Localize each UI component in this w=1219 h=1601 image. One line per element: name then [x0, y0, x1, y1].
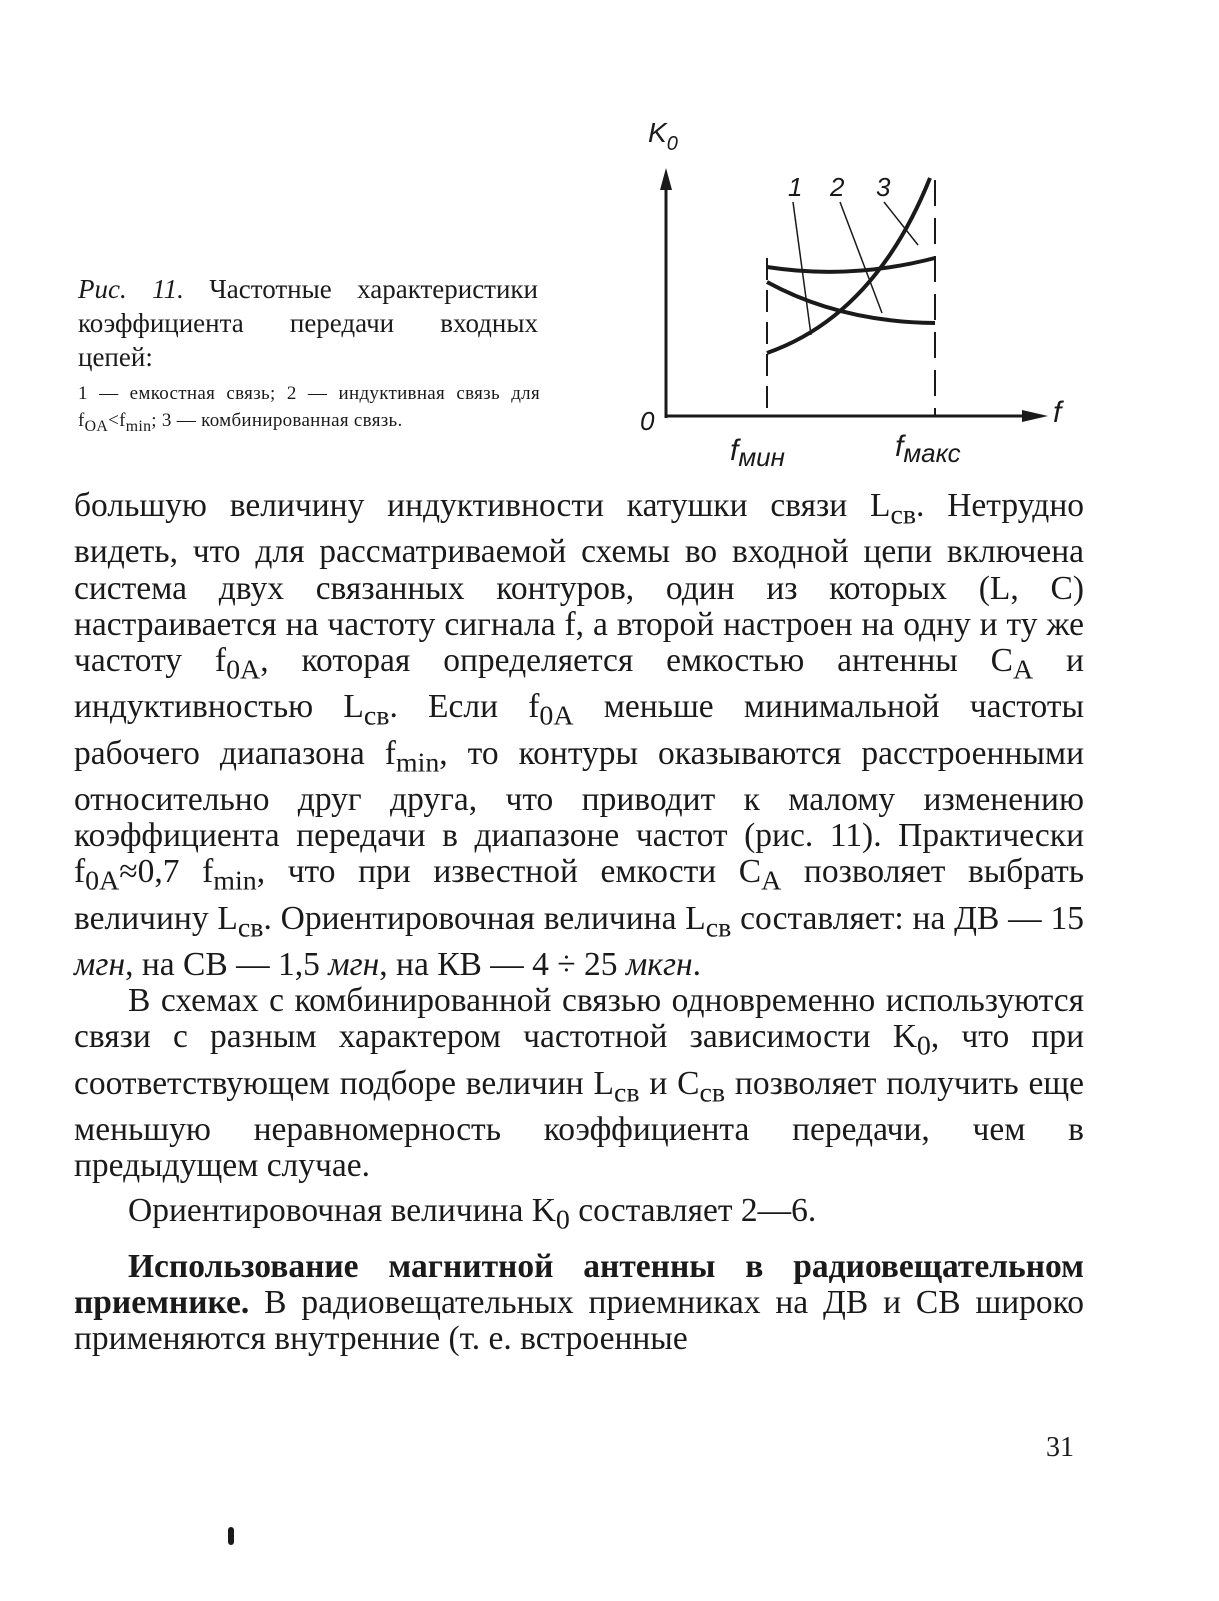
- unit: мгн: [328, 945, 380, 983]
- subscript: св: [613, 1077, 640, 1109]
- text: большую величину индуктивности катушки связи L: [74, 487, 891, 524]
- body-text: [74, 488, 1084, 1358]
- subscript: св: [705, 912, 732, 944]
- figure-caption: [78, 272, 538, 374]
- unit: мкгн: [625, 945, 693, 983]
- text: меньше минимальной частоты рабочего диапазона f: [74, 688, 1084, 772]
- figure-caption-title: Частотные характеристики коэффициента передачи входных цепей:: [78, 274, 538, 372]
- legend-item-3: ; 3 — комбинированная связь.: [151, 410, 403, 431]
- text: .: [692, 945, 702, 983]
- text: , на СВ — 1,5: [125, 945, 329, 983]
- subscript: св: [890, 499, 917, 531]
- text: составляет: на ДВ — 15: [731, 899, 1084, 937]
- subscript: 0: [916, 1031, 931, 1063]
- paragraph-2: [74, 983, 1084, 1184]
- subscript: A: [1013, 655, 1034, 686]
- legend-sub: OA: [84, 417, 109, 435]
- legend-item-1: 1 — емкостная связь;: [78, 383, 276, 404]
- subscript: 0A: [539, 701, 574, 733]
- legend-sub: min: [125, 417, 152, 435]
- text: , на КВ — 4 ÷ 25: [379, 945, 626, 983]
- curve-label-3: 3: [876, 172, 891, 202]
- y-axis-label: $K_0$: [648, 117, 678, 155]
- text: , что при соответствующем подборе величин L: [74, 1018, 1084, 1102]
- paragraph-3: [74, 1193, 1084, 1239]
- subscript: min: [213, 866, 257, 898]
- scan-mark: [228, 1527, 234, 1545]
- subscript: 0A: [85, 866, 120, 898]
- text: позволяет получить еще меньшую неравномерность коэффициента передачи, чем в предыдущем случае.: [74, 1064, 1084, 1184]
- text: , которая определяется емкостью антенны C: [260, 642, 1014, 680]
- text: . Ориентировочная величина L: [263, 899, 706, 937]
- curve-1-capacitive: [767, 258, 935, 272]
- legend-item-2: 2 — индуктивная связь для f: [78, 383, 540, 431]
- paragraph-4: [74, 1249, 1084, 1358]
- paragraph-1: [74, 488, 1084, 983]
- figure-legend: [78, 380, 540, 440]
- section-heading: Использование магнитной антенны в радиовещательном приемнике.: [74, 1247, 1084, 1321]
- figure-caption-lead: Рис. 11.: [78, 274, 184, 304]
- subscript: A: [761, 866, 782, 898]
- subscript: min: [395, 747, 440, 779]
- text: позволяет выбрать величину L: [74, 853, 1084, 937]
- x-axis-arrow: [1022, 410, 1048, 422]
- text: и индуктивностью L: [74, 642, 1084, 726]
- subscript: св: [363, 701, 390, 733]
- subscript: св: [237, 912, 264, 944]
- text: . Если f: [389, 688, 540, 726]
- y-axis-arrow: [660, 168, 672, 190]
- origin-label: 0: [640, 406, 655, 436]
- page-number: 31: [1046, 1432, 1074, 1463]
- fmin-label: fмин: [730, 434, 785, 472]
- fmax-label: fмакс: [895, 430, 961, 468]
- subscript: 0A: [226, 655, 261, 686]
- text: В радиовещательных приемниках на ДВ и СВ широко применяются внутренние (т. е. встроенные: [74, 1283, 1084, 1358]
- unit: мгн: [74, 945, 126, 983]
- subscript: 0: [555, 1205, 570, 1237]
- text: и C: [639, 1064, 700, 1102]
- text: . Нетрудно видеть, что для рассматриваемой схемы во входной цепи включена система двух связанных контуров, один из которых (L, C) настраивается на частоту сигнала f, а второй настроен на одну и ту же частоту f: [74, 487, 1084, 680]
- frequency-response-diagram: [630, 110, 1100, 480]
- text: В схемах с комбинированной связью одновременно используются связи с разным характером частотной зависимости K: [74, 982, 1084, 1056]
- text: , что при известной емкости C: [256, 853, 762, 891]
- text: Ориентировочная величина K: [128, 1192, 556, 1230]
- legend-text: <f: [108, 410, 126, 431]
- text: , то контуры оказываются расстроенными относительно друг друга, что приводит к малому изменению коэффициента передачи в диапазоне частот (рис. 11). Практически f: [74, 734, 1085, 891]
- curve-label-2: 2: [830, 172, 845, 202]
- leader-line-2: [840, 202, 882, 313]
- x-axis-label: f: [1053, 396, 1062, 429]
- curve-label-1: 1: [788, 172, 803, 202]
- text: составляет 2—6.: [569, 1192, 817, 1230]
- subscript: св: [699, 1077, 726, 1109]
- text: ≈0,7 f: [119, 853, 214, 891]
